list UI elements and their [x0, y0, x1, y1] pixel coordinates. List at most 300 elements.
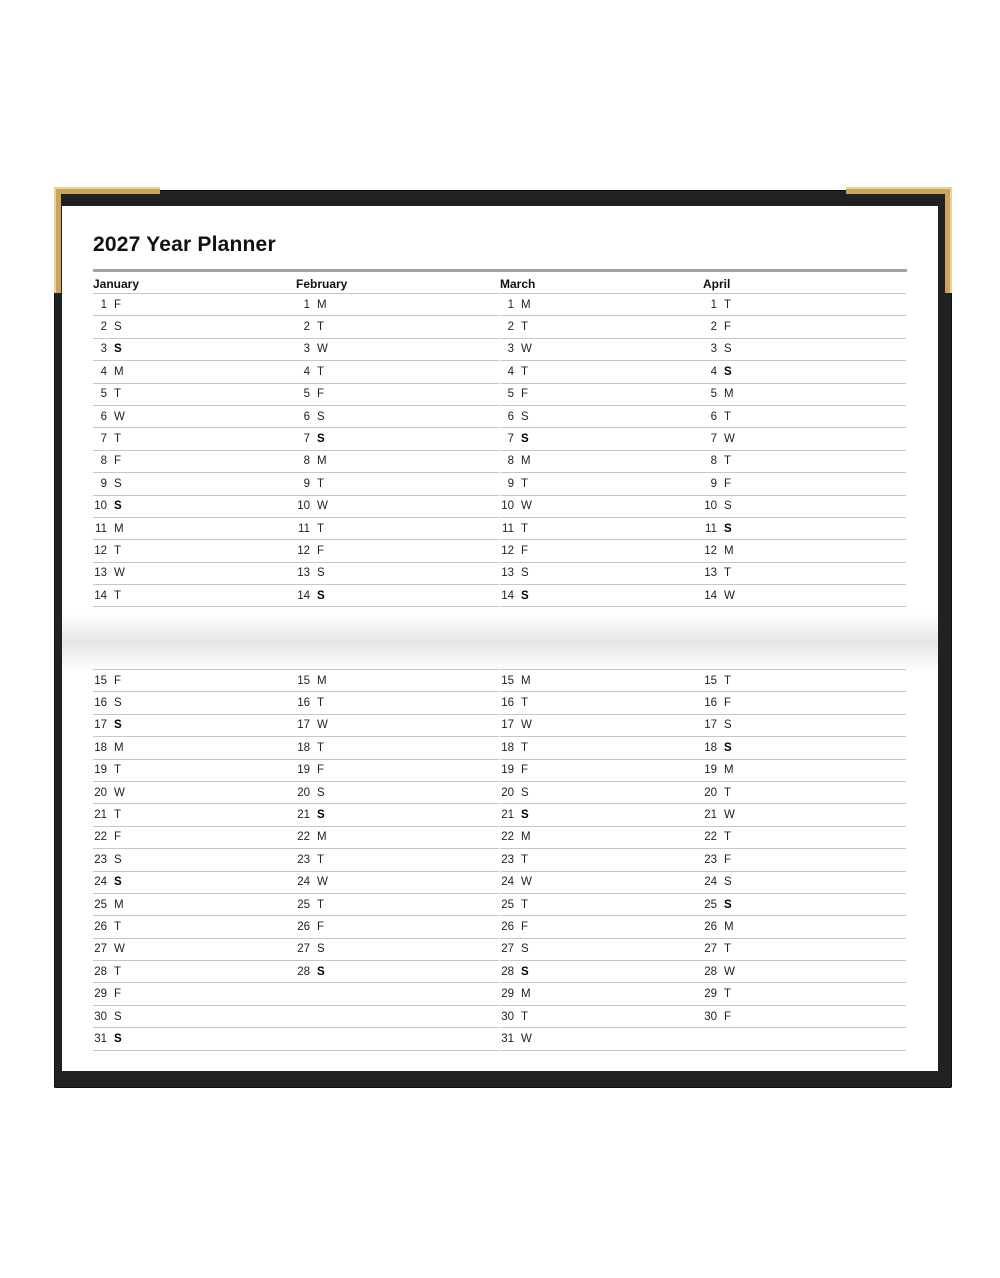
- day-row: [703, 983, 906, 1005]
- day-row: [296, 406, 499, 428]
- day-number: 16: [704, 697, 717, 710]
- weekday-letter: W: [114, 410, 125, 423]
- day-row: [93, 760, 296, 782]
- day-number: 6: [303, 410, 310, 423]
- weekday-letter: W: [114, 567, 125, 580]
- weekday-letter: S: [724, 343, 732, 356]
- day-row: [93, 339, 296, 361]
- weekday-letter: T: [724, 455, 732, 468]
- day-number: 3: [303, 343, 310, 356]
- day-row: [500, 428, 703, 450]
- weekday-letter: W: [521, 719, 532, 732]
- day-row: [500, 563, 703, 585]
- day-number: 1: [710, 298, 717, 311]
- day-number: 15: [704, 674, 717, 687]
- day-row: [93, 361, 296, 383]
- day-number: 12: [94, 544, 107, 557]
- day-number: 18: [94, 741, 107, 754]
- weekday-letter: W: [521, 1032, 532, 1045]
- day-row: [703, 827, 906, 849]
- day-row: [93, 894, 296, 916]
- weekday-letter: T: [114, 388, 122, 401]
- weekday-letter: T: [521, 697, 529, 710]
- day-number: 4: [100, 365, 107, 378]
- weekday-letter: W: [521, 500, 532, 513]
- day-row: [93, 384, 296, 406]
- weekday-letter: W: [114, 786, 125, 799]
- day-row: [93, 1006, 296, 1028]
- month-column-february: [296, 272, 499, 607]
- day-row: [703, 518, 906, 540]
- day-row: [296, 563, 499, 585]
- weekday-letter: T: [317, 522, 325, 535]
- weekday-letter: T: [521, 365, 529, 378]
- day-row: [703, 760, 906, 782]
- day-row: [500, 451, 703, 473]
- day-number: 7: [710, 433, 717, 446]
- day-number: 22: [94, 831, 107, 844]
- day-row: [500, 827, 703, 849]
- weekday-letter: M: [521, 298, 531, 311]
- day-number: 2: [710, 321, 717, 334]
- weekday-letter: T: [521, 1010, 529, 1023]
- day-row: [500, 294, 703, 316]
- day-row: [703, 1028, 906, 1050]
- month-header-march: March: [500, 272, 703, 294]
- day-number: 31: [94, 1032, 107, 1045]
- day-number: 2: [303, 321, 310, 334]
- day-number: 12: [297, 544, 310, 557]
- weekday-letter: S: [521, 410, 529, 423]
- weekday-letter: T: [724, 943, 732, 956]
- day-row: [296, 894, 499, 916]
- weekday-letter: S: [114, 876, 122, 889]
- weekday-letter: M: [521, 831, 531, 844]
- day-number: 12: [501, 544, 514, 557]
- month-column-january-continued: [93, 669, 296, 1051]
- day-row: [703, 428, 906, 450]
- weekday-letter: F: [521, 764, 529, 777]
- day-number: 5: [100, 388, 107, 401]
- day-number: 4: [710, 365, 717, 378]
- day-number: 10: [297, 500, 310, 513]
- day-row: [703, 916, 906, 938]
- day-number: 11: [705, 522, 717, 535]
- day-number: 8: [507, 455, 514, 468]
- day-number: 20: [501, 786, 514, 799]
- day-number: 23: [297, 853, 310, 866]
- day-number: 12: [704, 544, 717, 557]
- day-number: 23: [94, 853, 107, 866]
- day-number: 27: [501, 943, 514, 956]
- day-number: 14: [501, 589, 514, 602]
- day-number: 9: [710, 477, 717, 490]
- day-number: 6: [710, 410, 717, 423]
- day-row: [296, 916, 499, 938]
- weekday-letter: F: [724, 1010, 732, 1023]
- day-row: [296, 518, 499, 540]
- day-row: [703, 692, 906, 714]
- day-row: [93, 692, 296, 714]
- weekday-letter: S: [114, 1032, 122, 1045]
- weekday-letter: W: [114, 943, 125, 956]
- day-number: 2: [507, 321, 514, 334]
- weekday-letter: W: [724, 965, 735, 978]
- month-column-march-continued: [500, 669, 703, 1051]
- day-row: [296, 339, 499, 361]
- weekday-letter: T: [724, 410, 732, 423]
- weekday-letter: W: [317, 500, 328, 513]
- day-number: 16: [94, 697, 107, 710]
- day-row: [500, 339, 703, 361]
- day-row: [500, 406, 703, 428]
- day-number: 25: [704, 898, 717, 911]
- day-row: [296, 384, 499, 406]
- day-number: 20: [297, 786, 310, 799]
- month-column-april-continued: [703, 669, 906, 1051]
- weekday-letter: S: [724, 876, 732, 889]
- month-column-february-continued: [296, 669, 499, 1051]
- weekday-letter: F: [724, 697, 732, 710]
- day-row: [296, 1006, 499, 1028]
- day-row: [703, 961, 906, 983]
- day-number: 21: [297, 809, 310, 822]
- day-number: 24: [501, 876, 514, 889]
- weekday-letter: T: [317, 741, 325, 754]
- day-row: [500, 518, 703, 540]
- day-number: 22: [297, 831, 310, 844]
- day-row: [93, 715, 296, 737]
- weekday-letter: W: [724, 809, 735, 822]
- day-number: 28: [94, 965, 107, 978]
- day-row: [93, 294, 296, 316]
- day-number: 19: [704, 764, 717, 777]
- day-number: 26: [94, 920, 107, 933]
- weekday-letter: T: [521, 853, 529, 866]
- day-number: 1: [507, 298, 514, 311]
- day-number: 1: [303, 298, 310, 311]
- weekday-letter: S: [724, 719, 732, 732]
- weekday-letter: S: [114, 1010, 122, 1023]
- day-number: 21: [704, 809, 717, 822]
- day-row: [500, 670, 703, 692]
- day-row: [93, 563, 296, 585]
- day-row: [296, 670, 499, 692]
- day-row: [500, 692, 703, 714]
- day-number: 17: [94, 719, 107, 732]
- day-row: [500, 894, 703, 916]
- day-row: [93, 804, 296, 826]
- day-row: [93, 518, 296, 540]
- day-row: [93, 670, 296, 692]
- day-number: 3: [710, 343, 717, 356]
- day-row: [703, 294, 906, 316]
- day-number: 28: [704, 965, 717, 978]
- weekday-letter: M: [317, 674, 327, 687]
- day-row: [500, 737, 703, 759]
- day-number: 31: [501, 1032, 514, 1045]
- day-number: 15: [94, 674, 107, 687]
- weekday-letter: S: [317, 965, 325, 978]
- day-number: 17: [297, 719, 310, 732]
- weekday-letter: T: [724, 831, 732, 844]
- day-row: [703, 406, 906, 428]
- day-number: 13: [704, 567, 717, 580]
- weekday-letter: S: [724, 898, 732, 911]
- day-row: [500, 1028, 703, 1050]
- day-number: 11: [298, 522, 310, 535]
- day-row: [500, 585, 703, 607]
- weekday-letter: T: [521, 898, 529, 911]
- weekday-letter: T: [317, 853, 325, 866]
- day-row: [296, 473, 499, 495]
- weekday-letter: T: [724, 786, 732, 799]
- day-number: 14: [704, 589, 717, 602]
- weekday-letter: M: [114, 365, 124, 378]
- day-number: 7: [100, 433, 107, 446]
- day-row: [296, 294, 499, 316]
- day-row: [500, 316, 703, 338]
- weekday-letter: F: [114, 674, 122, 687]
- weekday-letter: S: [521, 809, 529, 822]
- day-row: [500, 473, 703, 495]
- day-number: 18: [297, 741, 310, 754]
- month-column-april: [703, 272, 906, 607]
- day-number: 24: [94, 876, 107, 889]
- day-row: [296, 428, 499, 450]
- month-column-january: [93, 272, 296, 607]
- weekday-letter: F: [724, 321, 732, 334]
- day-number: 9: [100, 477, 107, 490]
- day-number: 29: [704, 988, 717, 1001]
- day-row: [500, 983, 703, 1005]
- day-row: [93, 496, 296, 518]
- day-row: [500, 384, 703, 406]
- weekday-letter: S: [724, 522, 732, 535]
- day-row: [703, 872, 906, 894]
- weekday-letter: F: [521, 388, 529, 401]
- day-row: [93, 737, 296, 759]
- weekday-letter: T: [317, 697, 325, 710]
- day-number: 21: [94, 809, 107, 822]
- day-number: 7: [507, 433, 514, 446]
- day-number: 13: [501, 567, 514, 580]
- day-row: [296, 782, 499, 804]
- day-number: 25: [94, 898, 107, 911]
- weekday-letter: S: [724, 741, 732, 754]
- day-number: 9: [303, 477, 310, 490]
- day-row: [703, 939, 906, 961]
- day-row: [93, 872, 296, 894]
- weekday-letter: T: [521, 477, 529, 490]
- weekday-letter: M: [317, 455, 327, 468]
- day-row: [703, 496, 906, 518]
- day-row: [500, 782, 703, 804]
- weekday-letter: M: [724, 544, 734, 557]
- weekday-letter: S: [521, 589, 529, 602]
- day-row: [500, 361, 703, 383]
- day-row: [703, 384, 906, 406]
- day-number: 30: [501, 1010, 514, 1023]
- day-number: 30: [94, 1010, 107, 1023]
- weekday-letter: S: [317, 943, 325, 956]
- day-number: 5: [710, 388, 717, 401]
- weekday-letter: T: [114, 589, 122, 602]
- day-number: 9: [507, 477, 514, 490]
- day-row: [500, 760, 703, 782]
- day-number: 4: [303, 365, 310, 378]
- day-row: [93, 782, 296, 804]
- weekday-letter: W: [521, 876, 532, 889]
- day-row: [296, 983, 499, 1005]
- weekday-letter: M: [114, 741, 124, 754]
- day-number: 16: [297, 697, 310, 710]
- day-number: 19: [94, 764, 107, 777]
- day-row: [296, 760, 499, 782]
- day-row: [703, 782, 906, 804]
- weekday-letter: F: [114, 298, 122, 311]
- page-fold-shadow: [62, 613, 938, 673]
- day-number: 4: [507, 365, 514, 378]
- weekday-letter: S: [317, 589, 325, 602]
- day-row: [93, 983, 296, 1005]
- day-number: 18: [704, 741, 717, 754]
- weekday-letter: S: [114, 343, 122, 356]
- weekday-letter: F: [521, 544, 529, 557]
- planner-page: [62, 206, 938, 1071]
- day-number: 22: [501, 831, 514, 844]
- weekday-letter: W: [724, 589, 735, 602]
- day-row: [703, 670, 906, 692]
- day-number: 3: [507, 343, 514, 356]
- weekday-letter: M: [724, 764, 734, 777]
- day-number: 13: [94, 567, 107, 580]
- day-number: 5: [303, 388, 310, 401]
- day-row: [296, 361, 499, 383]
- day-number: 6: [100, 410, 107, 423]
- weekday-letter: S: [521, 786, 529, 799]
- day-row: [296, 804, 499, 826]
- day-number: 19: [501, 764, 514, 777]
- weekday-letter: F: [114, 988, 122, 1001]
- day-row: [703, 316, 906, 338]
- day-row: [296, 737, 499, 759]
- day-row: [296, 1028, 499, 1050]
- page-title: 2027 Year Planner: [93, 233, 276, 256]
- day-number: 29: [94, 988, 107, 1001]
- weekday-letter: T: [521, 522, 529, 535]
- day-row: [500, 804, 703, 826]
- day-number: 17: [704, 719, 717, 732]
- weekday-letter: S: [114, 321, 122, 334]
- day-number: 10: [704, 500, 717, 513]
- weekday-letter: F: [521, 920, 529, 933]
- day-number: 8: [100, 455, 107, 468]
- weekday-letter: F: [317, 544, 325, 557]
- day-row: [703, 715, 906, 737]
- weekday-letter: M: [317, 298, 327, 311]
- day-number: 27: [704, 943, 717, 956]
- month-column-march: [500, 272, 703, 607]
- day-row: [500, 961, 703, 983]
- month-header-april: April: [703, 272, 906, 294]
- day-number: 24: [297, 876, 310, 889]
- weekday-letter: W: [724, 433, 735, 446]
- day-row: [500, 872, 703, 894]
- weekday-letter: F: [317, 920, 325, 933]
- day-number: 1: [100, 298, 107, 311]
- weekday-letter: M: [114, 898, 124, 911]
- day-number: 19: [297, 764, 310, 777]
- day-number: 11: [502, 522, 514, 535]
- day-number: 6: [507, 410, 514, 423]
- day-row: [500, 1006, 703, 1028]
- weekday-letter: T: [114, 544, 122, 557]
- day-number: 29: [501, 988, 514, 1001]
- day-row: [296, 715, 499, 737]
- weekday-letter: F: [317, 764, 325, 777]
- weekday-letter: F: [114, 831, 122, 844]
- weekday-letter: T: [114, 809, 122, 822]
- day-row: [296, 961, 499, 983]
- weekday-letter: S: [114, 477, 122, 490]
- weekday-letter: T: [521, 321, 529, 334]
- weekday-letter: S: [521, 965, 529, 978]
- weekday-letter: T: [724, 298, 732, 311]
- day-number: 3: [100, 343, 107, 356]
- weekday-letter: F: [114, 455, 122, 468]
- day-row: [93, 406, 296, 428]
- day-number: 23: [501, 853, 514, 866]
- weekday-letter: T: [114, 764, 122, 777]
- day-row: [93, 849, 296, 871]
- weekday-letter: M: [724, 920, 734, 933]
- day-number: 25: [501, 898, 514, 911]
- day-row: [296, 585, 499, 607]
- day-row: [500, 715, 703, 737]
- day-row: [500, 939, 703, 961]
- weekday-letter: T: [317, 477, 325, 490]
- weekday-letter: T: [317, 321, 325, 334]
- weekday-letter: W: [317, 343, 328, 356]
- weekday-letter: M: [521, 674, 531, 687]
- day-row: [703, 894, 906, 916]
- day-row: [93, 916, 296, 938]
- weekday-letter: M: [724, 388, 734, 401]
- day-number: 27: [94, 943, 107, 956]
- day-number: 15: [297, 674, 310, 687]
- day-row: [93, 939, 296, 961]
- day-row: [500, 916, 703, 938]
- day-row: [500, 849, 703, 871]
- day-number: 7: [303, 433, 310, 446]
- day-row: [296, 692, 499, 714]
- weekday-letter: T: [724, 674, 732, 687]
- weekday-letter: S: [114, 719, 122, 732]
- weekday-letter: S: [317, 809, 325, 822]
- weekday-letter: S: [114, 697, 122, 710]
- day-number: 27: [297, 943, 310, 956]
- weekday-letter: S: [521, 433, 529, 446]
- day-row: [703, 451, 906, 473]
- day-number: 13: [297, 567, 310, 580]
- day-row: [703, 1006, 906, 1028]
- day-row: [703, 361, 906, 383]
- day-number: 20: [94, 786, 107, 799]
- day-number: 26: [704, 920, 717, 933]
- day-number: 23: [704, 853, 717, 866]
- day-number: 14: [94, 589, 107, 602]
